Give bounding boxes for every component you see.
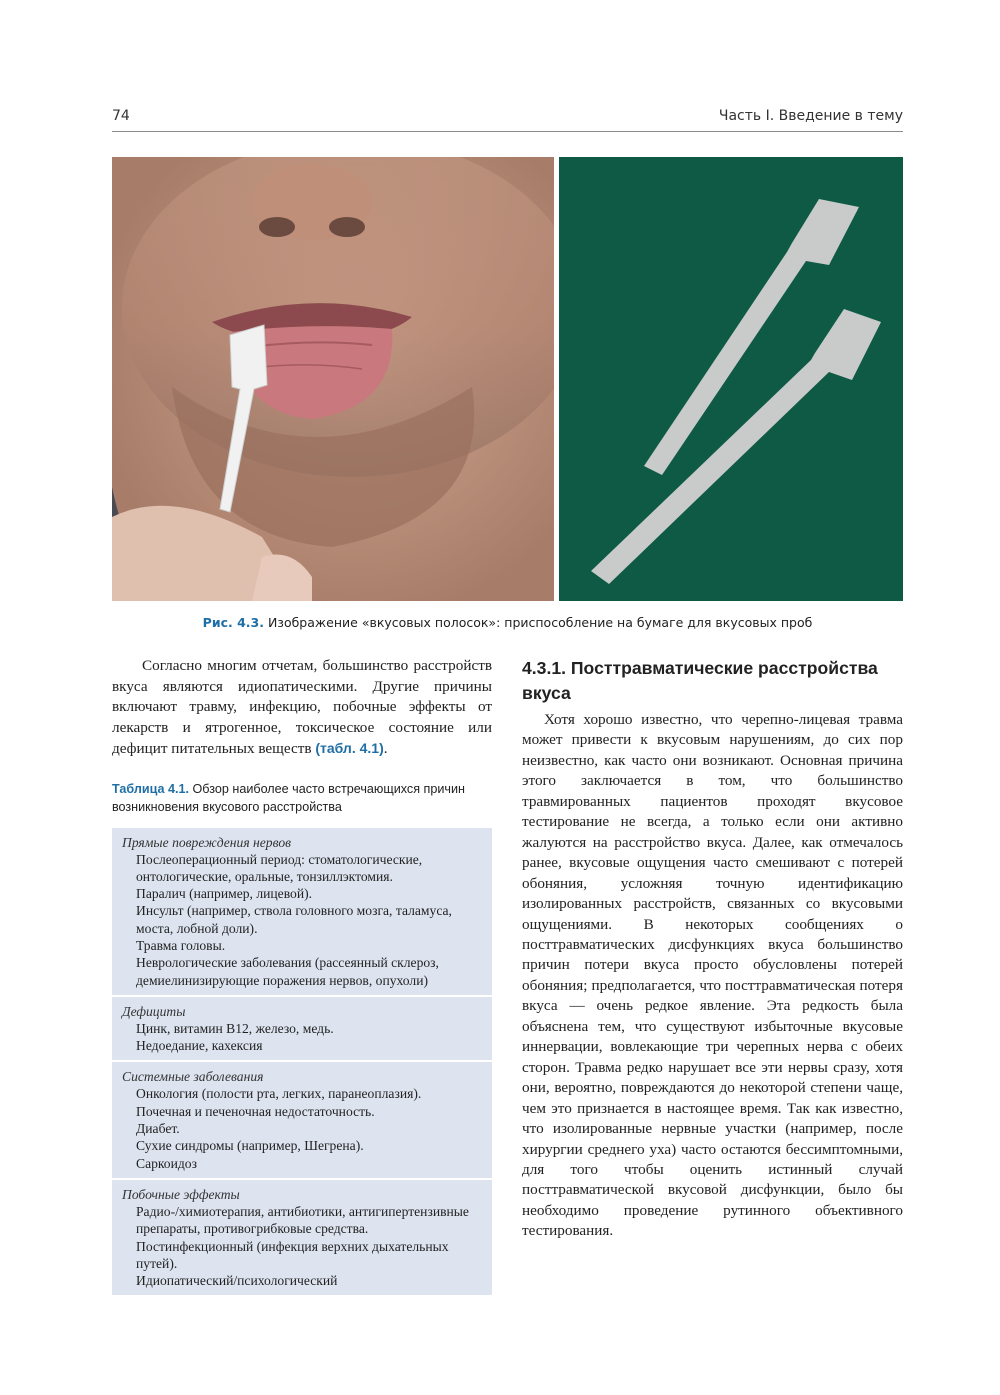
table-section-title: Дефициты [122, 1003, 186, 1019]
table-item: Травма головы. [136, 937, 226, 953]
header-divider [112, 131, 903, 132]
table-section-title: Побочные эффекты [122, 1186, 240, 1202]
table-item: Паралич (например, лицевой). [136, 886, 313, 902]
causes-table [112, 828, 492, 1296]
table-label: Таблица 4.1. [112, 781, 189, 796]
table-section-title: Системные заболевания [122, 1069, 264, 1085]
table-item: Постинфекционный (инфекция верхних дыхательных путей). [136, 1238, 449, 1271]
table-item: Послеоперационный период: стоматологические, онтологические, оральные, тонзиллэктомия. [136, 851, 423, 884]
table-item: Саркоидоз [136, 1155, 197, 1171]
table-reference-link[interactable]: (табл. 4.1) [315, 740, 384, 756]
left-column [112, 656, 492, 1295]
table-item: Почечная и печеночная недостаточность. [136, 1103, 375, 1119]
figure-caption [112, 615, 903, 630]
table-item: Сухие синдромы (например, Шегрена). [136, 1138, 364, 1154]
table-section-systemic [112, 1062, 492, 1179]
table-section-deficiencies [112, 997, 492, 1063]
table-item: Инсульт (например, ствола головного мозга, таламуса, моста, лобной доли). [136, 903, 452, 936]
page-number: 74 [112, 108, 130, 124]
table-item: Недоедание, кахексия [136, 1038, 263, 1054]
right-column [522, 656, 903, 1242]
figure-label: Рис. 4.3. [202, 615, 264, 630]
table-item: Идиопатический/психологический [136, 1273, 338, 1289]
table-item: Онкология (полости рта, легких, паранеоплазия). [136, 1086, 422, 1102]
section-heading: 4.3.1. Посттравматические расстройства вкуса [522, 658, 878, 703]
table-item: Радио-/химиотерапия, антибиотики, антигипертензивные препараты, противогрибковые средства. [136, 1203, 469, 1237]
table-section-title: Прямые повреждения нервов [122, 834, 292, 850]
intro-paragraph [112, 656, 492, 760]
table-caption [112, 780, 492, 816]
table-item: Диабет. [136, 1121, 180, 1137]
section-body-paragraph: Хотя хорошо известно, что черепно-лицевая травма может привести к вкусовым нарушениям, до сих пор неизвестно, как часто они возникают. Основная причина этого заключается в том, что большинство травмированных пациентов проходят вкусовое тестирование не всегда, а только если они активно жалуются на расстройство вкуса. Далее, как отмечалось ранее, вкусовые ощущения часто смешивают с потерей обоняния, усложняя точную идентификацию изолированных расстройств, связанных со вкусовыми ощущениями. В некоторых сообщениях о посттравматических дисфункциях вкуса большинство причин потери вкуса просто обусловлены потерей обоняния; предполагается, что посттравматическая потеря вкуса — очень редкое явление. Эта редкость была объяснена тем, что существуют избыточные вкусовые иннервации, вовлекающие три черепных нерва с обеих сторон. Травма редко нарушает все эти нервы сразу, хотя они, вероятно, повреждаются до некоторой степени чаще, чем это признается в настоящее время. Так как известно, что изолированные нервные участки (например, после хирургии среднего уха) часто остаются бессимптомными, для того чтобы оценить истинный случай посттравматической вкусовой дисфункции, было бы необходимо проведение рутинного объективного тестирования. [522, 711, 903, 1240]
table-item: Цинк, витамин B12, железо, медь. [136, 1020, 334, 1036]
table-caption-text: Обзор наиболее часто встречающихся причин возникновения вкусового расстройства [112, 781, 465, 814]
figure-caption-text: Изображение «вкусовых полосок»: приспособление на бумаге для вкусовых проб [263, 615, 813, 630]
running-title: Часть I. Введение в тему [718, 108, 903, 124]
figure-photo-tongue-strip [112, 157, 554, 601]
figure-taste-strips [559, 157, 903, 601]
table-section-nerve-injury [112, 828, 492, 997]
intro-paragraph-text: Согласно многим отчетам, большинство расстройств вкуса являются идиопатическими. Другие причины включают травму, инфекцию, побочные эффекты от лекарств и ятрогенное, токсическое состояние или дефицит питательных веществ [112, 657, 492, 757]
table-item: Неврологические заболевания (рассеянный склероз, демиелинизирующие поражения нервов, опухоли) [136, 955, 439, 988]
table-section-side-effects [112, 1180, 492, 1295]
intro-paragraph-end: . [383, 740, 388, 757]
